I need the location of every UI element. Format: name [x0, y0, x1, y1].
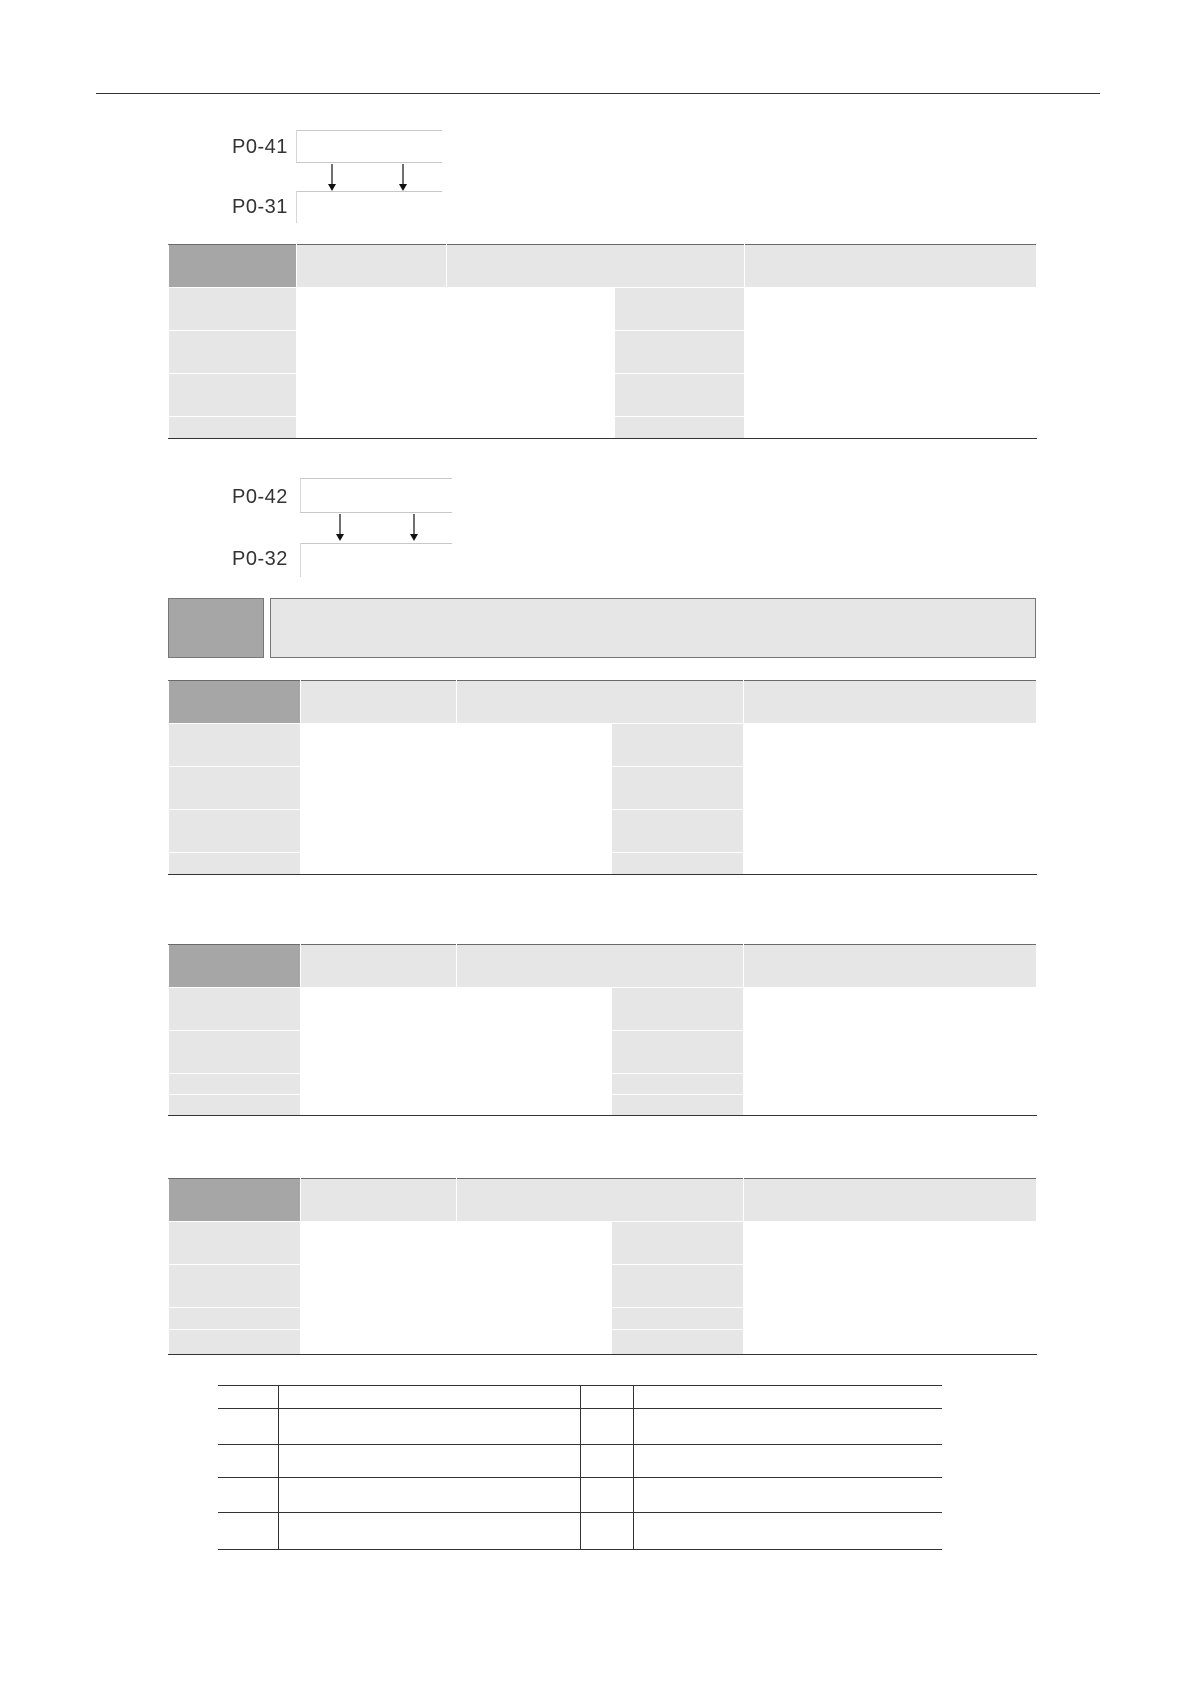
- row-label-cell: [169, 1265, 301, 1308]
- value-cell: [744, 1265, 1037, 1308]
- down-arrow-icon: [334, 514, 346, 542]
- row-label-cell: [169, 288, 297, 331]
- value-cell: [457, 988, 612, 1031]
- row-label-cell: [615, 374, 745, 417]
- table-cell: [633, 1445, 942, 1478]
- address-cell: [297, 245, 447, 288]
- value-cell: [744, 1308, 1037, 1330]
- row-label-cell: [612, 1308, 744, 1330]
- lower-box-top: [296, 191, 442, 192]
- value-cell: [301, 1222, 457, 1265]
- value-cell: [744, 853, 1037, 875]
- value-cell: [457, 724, 612, 767]
- table-cell: [580, 1409, 633, 1445]
- row-label-cell: [615, 417, 745, 439]
- row-label-cell: [169, 1330, 301, 1355]
- row-label-cell: [169, 767, 301, 810]
- value-cell: [744, 1330, 1037, 1355]
- table-cell: [218, 1386, 278, 1409]
- address-value-cell: [744, 1179, 1037, 1222]
- value-cell: [301, 1074, 612, 1095]
- row-label-cell: [612, 988, 744, 1031]
- param-code-cell: [169, 681, 301, 724]
- table-cell: [218, 1409, 278, 1445]
- upper-box-bottom: [300, 512, 452, 513]
- banner-code-box: [168, 598, 264, 658]
- lower-param-label: P0-31: [232, 196, 288, 218]
- upper-box-left: [296, 130, 297, 162]
- value-cell: [297, 331, 615, 374]
- table-cell: [633, 1386, 942, 1409]
- row-label-cell: [615, 288, 745, 331]
- value-cell: [744, 1031, 1037, 1074]
- upper-param-label: P0-41: [232, 136, 288, 158]
- value-cell: [301, 767, 612, 810]
- table-cell: [278, 1513, 580, 1550]
- upper-box-bottom: [296, 162, 442, 163]
- row-label-cell: [169, 810, 301, 853]
- row-label-cell: [612, 1222, 744, 1265]
- value-cell: [744, 1074, 1037, 1095]
- table-cell: [633, 1478, 942, 1513]
- value-cell: [301, 1265, 612, 1308]
- param-code-cell: [169, 1179, 301, 1222]
- row-label-cell: [169, 724, 301, 767]
- table-cell: [580, 1513, 633, 1550]
- table-cell: [218, 1478, 278, 1513]
- param-code-cell: [169, 945, 301, 988]
- value-cell: [297, 417, 615, 439]
- value-cell: [745, 288, 1037, 331]
- lower-param-label: P0-32: [232, 548, 288, 570]
- down-arrow-icon: [397, 164, 409, 192]
- table-cell: [218, 1445, 278, 1478]
- value-cell: [301, 810, 612, 853]
- param-code-cell: [169, 245, 297, 288]
- row-label-cell: [169, 1308, 301, 1330]
- down-arrow-icon: [326, 164, 338, 192]
- row-label-cell: [169, 988, 301, 1031]
- address-cell: [301, 1179, 457, 1222]
- row-label-cell: [615, 331, 745, 374]
- address-value-cell: [744, 945, 1037, 988]
- row-label-cell: [612, 1031, 744, 1074]
- table-cell: [633, 1513, 942, 1550]
- header-rule: [96, 93, 1100, 94]
- table-cell: [278, 1386, 580, 1409]
- lower-box-left: [300, 543, 301, 577]
- down-arrow-icon: [408, 514, 420, 542]
- value-cell: [745, 331, 1037, 374]
- value-cell: [297, 374, 615, 417]
- upper-box-top: [300, 478, 452, 479]
- table-cell: [580, 1386, 633, 1409]
- upper-param-label: P0-42: [232, 486, 288, 508]
- parameter-table-2: [168, 680, 1037, 875]
- table-cell: [278, 1445, 580, 1478]
- value-cell: [301, 1095, 612, 1116]
- row-label-cell: [169, 1074, 301, 1095]
- address-cell: [301, 681, 457, 724]
- value-cell: [297, 288, 447, 331]
- value-cell: [301, 853, 612, 875]
- param-name-cell: [457, 1179, 744, 1222]
- row-label-cell: [612, 810, 744, 853]
- row-label-cell: [612, 1330, 744, 1355]
- value-cell: [301, 1308, 612, 1330]
- row-label-cell: [169, 1095, 301, 1116]
- address-value-cell: [744, 681, 1037, 724]
- value-cell: [744, 988, 1037, 1031]
- param-name-cell: [457, 945, 744, 988]
- upper-box-left: [300, 478, 301, 512]
- table-cell: [633, 1409, 942, 1445]
- row-label-cell: [169, 417, 297, 439]
- param-name-cell: [447, 245, 745, 288]
- row-label-cell: [612, 1095, 744, 1116]
- banner-title-box: [270, 598, 1036, 658]
- table-cell: [218, 1513, 278, 1550]
- value-cell: [745, 417, 1037, 439]
- value-cell: [744, 810, 1037, 853]
- value-cell: [744, 767, 1037, 810]
- lower-box-left: [296, 191, 297, 223]
- table-cell: [580, 1478, 633, 1513]
- value-cell: [744, 1095, 1037, 1116]
- row-label-cell: [612, 767, 744, 810]
- table-cell: [278, 1478, 580, 1513]
- row-label-cell: [612, 724, 744, 767]
- table-cell: [278, 1409, 580, 1445]
- setting-value-table: [218, 1385, 942, 1550]
- value-cell: [301, 1031, 612, 1074]
- lower-box-top: [300, 543, 452, 544]
- row-label-cell: [169, 1222, 301, 1265]
- table-cell: [580, 1445, 633, 1478]
- row-label-cell: [612, 1265, 744, 1308]
- row-label-cell: [612, 853, 744, 875]
- value-cell: [744, 724, 1037, 767]
- param-name-cell: [457, 681, 744, 724]
- row-label-cell: [169, 331, 297, 374]
- value-cell: [744, 1222, 1037, 1265]
- parameter-table-1: [168, 244, 1037, 439]
- value-cell: [447, 288, 615, 331]
- row-label-cell: [169, 374, 297, 417]
- row-label-cell: [169, 1031, 301, 1074]
- parameter-table-3: [168, 944, 1037, 1116]
- row-label-cell: [612, 1074, 744, 1095]
- upper-box-top: [296, 130, 442, 131]
- value-cell: [745, 374, 1037, 417]
- value-cell: [457, 1222, 612, 1265]
- value-cell: [301, 1330, 612, 1355]
- value-cell: [301, 988, 457, 1031]
- parameter-table-4: [168, 1178, 1037, 1355]
- row-label-cell: [169, 853, 301, 875]
- address-value-cell: [745, 245, 1037, 288]
- value-cell: [301, 724, 457, 767]
- address-cell: [301, 945, 457, 988]
